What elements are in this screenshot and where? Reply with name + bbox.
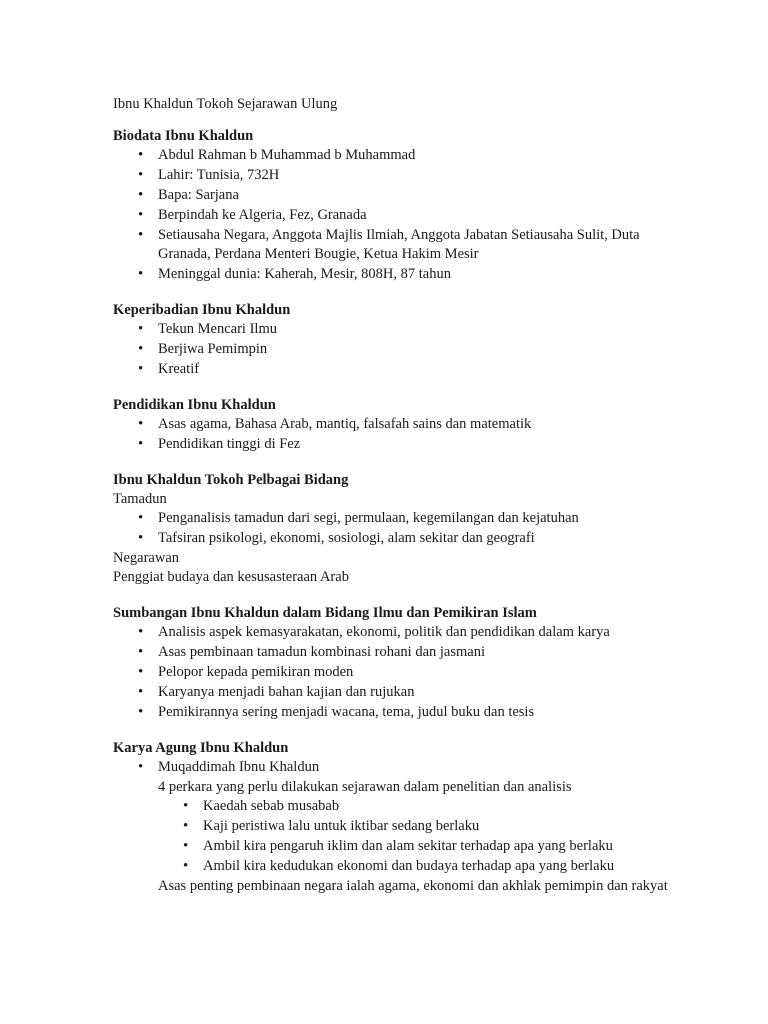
- list-item: • Pemikirannya sering menjadi wacana, tema, judul buku dan tesis: [113, 703, 673, 722]
- list-item: • Asas agama, Bahasa Arab, mantiq, falsafah sains dan matematik: [113, 415, 673, 434]
- section-heading-keperibadian: Keperibadian Ibnu Khaldun: [113, 302, 291, 318]
- list-item: • Setiausaha Negara, Anggota Majlis Ilmiah, Anggota Jabatan Setiausaha Sulit, Duta Granada, Perdana Menteri Bougie, Ketua Hakim Mesir: [113, 226, 673, 264]
- section-biodata: [113, 126, 673, 284]
- list-item: • Bapa: Sarjana: [113, 186, 673, 205]
- list-item: • Asas pembinaan tamadun kombinasi rohani dan jasmani: [113, 643, 673, 662]
- list-item: • Penganalisis tamadun dari segi, permulaan, kegemilangan dan kejatuhan: [113, 509, 673, 528]
- karya-list: [113, 758, 673, 777]
- list-item: • Ambil kira kedudukan ekonomi dan budaya terhadap apa yang berlaku: [113, 857, 673, 876]
- list-item: • Berpindah ke Algeria, Fez, Granada: [113, 206, 673, 225]
- keperibadian-list: [113, 320, 673, 379]
- list-item: • Abdul Rahman b Muhammad b Muhammad: [113, 146, 673, 165]
- section-heading-karya: Karya Agung Ibnu Khaldun: [113, 740, 289, 756]
- list-item: • Tafsiran psikologi, ekonomi, sosiologi, alam sekitar dan geografi: [113, 529, 673, 548]
- document-page: [113, 94, 673, 912]
- section-heading-sumbangan: Sumbangan Ibnu Khaldun dalam Bidang Ilmu dan Pemikiran Islam: [113, 605, 537, 621]
- sumbangan-list: [113, 623, 673, 722]
- section-heading-biodata: Biodata Ibnu Khaldun: [113, 128, 254, 144]
- section-tokoh: [113, 470, 673, 587]
- karya-intro: 4 perkara yang perlu dilakukan sejarawan dalam penelitian dan analisis: [158, 779, 572, 795]
- karya-conclusion: Asas penting pembinaan negara ialah agama, ekonomi dan akhlak pemimpin dan rakyat: [158, 878, 668, 894]
- list-item: • Karyanya menjadi bahan kajian dan rujukan: [113, 683, 673, 702]
- biodata-list: [113, 146, 673, 284]
- list-item: • Ambil kira pengaruh iklim dan alam sekitar terhadap apa yang berlaku: [113, 837, 673, 856]
- list-item: • Muqaddimah Ibnu Khaldun: [113, 758, 673, 777]
- tamadun-list: [113, 509, 673, 548]
- tamadun-label: Tamadun: [113, 491, 167, 507]
- section-heading-tokoh: Ibnu Khaldun Tokoh Pelbagai Bidang: [113, 472, 349, 488]
- document-title: Ibnu Khaldun Tokoh Sejarawan Ulung: [113, 96, 338, 112]
- penggiat-label: Penggiat budaya dan kesusasteraan Arab: [113, 569, 349, 585]
- list-item: • Pendidikan tinggi di Fez: [113, 435, 673, 454]
- section-pendidikan: [113, 395, 673, 454]
- list-item: • Kaji peristiwa lalu untuk iktibar sedang berlaku: [113, 817, 673, 836]
- list-item: • Meninggal dunia: Kaherah, Mesir, 808H, 87 tahun: [113, 265, 673, 284]
- negarawan-label: Negarawan: [113, 550, 180, 566]
- list-item: • Kaedah sebab musabab: [113, 797, 673, 816]
- section-sumbangan: [113, 603, 673, 722]
- karya-sub-list: [113, 797, 673, 876]
- list-item: • Tekun Mencari Ilmu: [113, 320, 673, 339]
- section-heading-pendidikan: Pendidikan Ibnu Khaldun: [113, 397, 276, 413]
- section-keperibadian: [113, 300, 673, 379]
- list-item: • Analisis aspek kemasyarakatan, ekonomi, politik dan pendidikan dalam karya: [113, 623, 673, 642]
- list-item: • Lahir: Tunisia, 732H: [113, 166, 673, 185]
- section-karya: [113, 738, 673, 896]
- list-item: • Kreatif: [113, 360, 673, 379]
- pendidikan-list: [113, 415, 673, 454]
- list-item: • Berjiwa Pemimpin: [113, 340, 673, 359]
- list-item: • Pelopor kepada pemikiran moden: [113, 663, 673, 682]
